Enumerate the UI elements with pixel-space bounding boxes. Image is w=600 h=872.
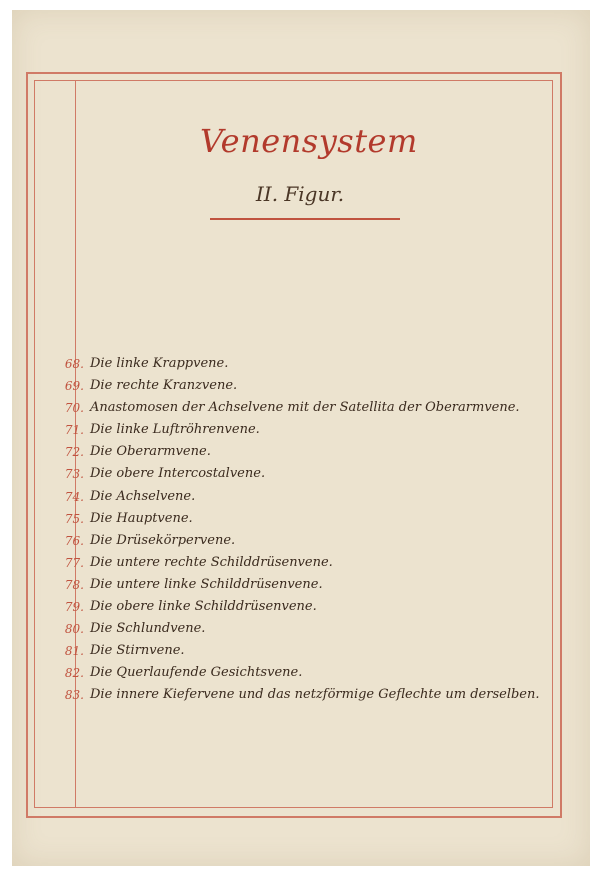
entry-text: Die linke Krappvene. <box>90 356 229 371</box>
entry-number: 73. <box>64 467 84 482</box>
entry-text: Die obere linke Schilddrüsenvene. <box>90 599 317 615</box>
entry-text: Die linke Luftröhrenvene. <box>90 422 260 438</box>
list-item <box>52 531 532 553</box>
entry-number: 76. <box>64 533 84 548</box>
entry-number: 80. <box>64 622 84 637</box>
list-item <box>52 619 532 641</box>
entry-text: Die Schlundvene. <box>90 621 206 637</box>
entry-number: 82. <box>64 666 84 681</box>
entry-number: 70. <box>64 401 84 416</box>
entry-text: Die innere Kiefervene und das netzförmige Geflechte um derselben. <box>90 687 540 703</box>
list-item <box>52 420 532 442</box>
entry-number: 83. <box>64 688 84 703</box>
entry-number: 77. <box>64 555 84 570</box>
title-underline <box>210 218 400 220</box>
entry-text: Die Oberarmvene. <box>90 444 211 460</box>
list-item <box>52 641 532 663</box>
list-item <box>52 487 532 509</box>
entry-number: 71. <box>64 423 84 438</box>
list-item <box>52 575 532 597</box>
list-item <box>52 685 540 707</box>
entry-number: 69. <box>64 379 84 394</box>
list-item <box>52 398 532 420</box>
list-item <box>52 553 532 575</box>
entry-text: Die Drüsekörpervene. <box>90 532 236 548</box>
entry-number: 68. <box>64 357 84 371</box>
entry-text: Die Querlaufende Gesichtsvene. <box>90 665 303 681</box>
entry-list <box>52 354 540 708</box>
list-item <box>52 663 532 685</box>
list-item <box>52 464 532 486</box>
entry-number: 75. <box>64 511 84 526</box>
page-subtitle: II. Figur. <box>255 182 345 206</box>
entry-text: Die Hauptvene. <box>90 510 193 526</box>
entry-text: Anastomosen der Achselvene mit der Satellita der Oberarmvene. <box>90 400 520 416</box>
entry-number: 72. <box>64 445 84 460</box>
entry-text: Die Achselvene. <box>90 488 196 504</box>
list-item <box>52 597 532 619</box>
page-title: Venensystem <box>200 122 418 160</box>
entry-text: Die Stirnvene. <box>90 643 185 659</box>
entry-number: 79. <box>64 600 84 615</box>
entry-text: Die rechte Kranzvene. <box>90 378 238 394</box>
entry-text: Die untere rechte Schilddrüsenvene. <box>90 554 333 570</box>
list-item <box>52 509 532 531</box>
entry-text: Die obere Intercostalvene. <box>90 466 266 482</box>
entry-text: Die untere linke Schilddrüsenvene. <box>90 576 323 592</box>
list-item <box>52 442 532 464</box>
list-item <box>52 354 532 376</box>
list-item <box>52 376 532 398</box>
entry-number: 78. <box>64 577 84 592</box>
entry-number: 74. <box>64 489 84 504</box>
entry-number: 81. <box>64 644 84 659</box>
